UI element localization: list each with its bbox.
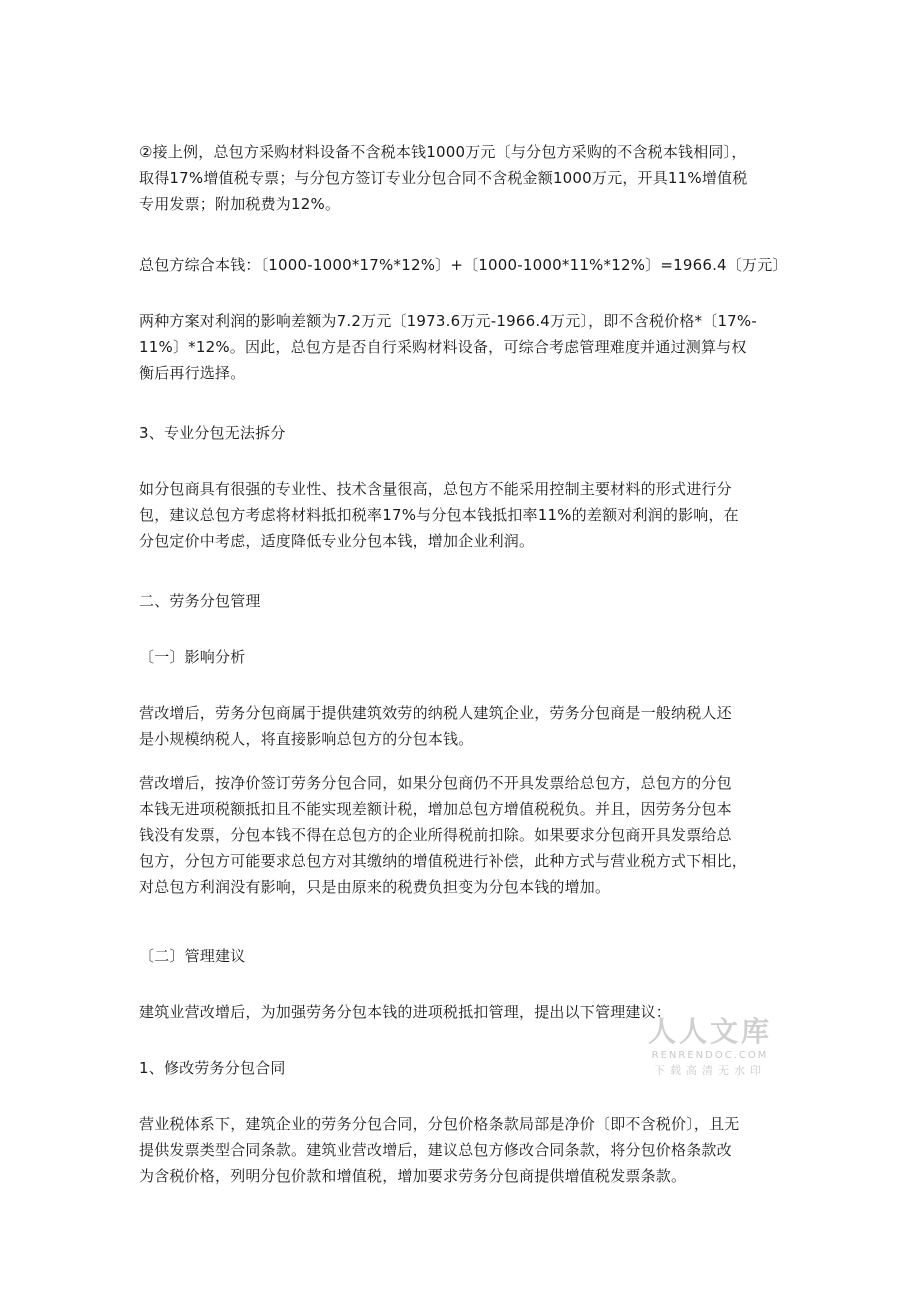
watermark-site: RENRENDOC.COM [651,1050,769,1061]
text-line: 提供发票类型合同条款。建筑业营改增后，建议总包方修改合同条款，将分包价格条款改 [139,1141,732,1159]
heading-3 [139,420,789,446]
text-line: 二、劳务分包管理 [139,592,261,610]
text-line: ②接上例，总包方采购材料设备不含税本钱1000万元〔与分包方采购的不含税本钱相同〕， [139,143,747,161]
text-line: 〔二〕管理建议 [139,947,246,965]
paragraph-example-2 [139,139,789,217]
text-line: 营改增后，按净价签订劳务分包合同，如果分包商仍不开具发票给总包方，总包方的分包 [139,774,732,792]
text-line: 11%〕*12%。因此，总包方是否自行采购材料设备，可综合考虑管理难度并通过测算与权 [139,338,747,356]
paragraph-taxpayer-type [139,700,789,752]
subheading-management-advice [139,943,789,969]
paragraph-specialized-subcontract [139,476,789,554]
text-line: 取得17%增值税专票；与分包方签订专业分包合同不含税金额1000万元，开具11%增值税 [139,169,748,187]
subheading-impact-analysis [139,644,789,670]
watermark-logo [640,1015,780,1079]
text-line: 专用发票；附加税费为12%。 [139,195,341,213]
text-line: 如分包商具有很强的专业性、技术含量很高，总包方不能采用控制主要材料的形式进行分 [139,480,732,498]
text-line: 包方，分包方可能要求总包方对其缴纳的增值税进行补偿，此种方式与营业税方式下相比， [139,852,748,870]
text-line: 本钱无进项税额抵扣且不能实现差额计税，增加总包方增值税税负。并且，因劳务分包本 [139,800,732,818]
text-line: 两种方案对利润的影响差额为7.2万元〔1973.6万元-1966.4万元〕，即不含税价格*〔17%- [139,312,757,330]
text-line: 是小规模纳税人，将直接影响总包方的分包本钱。 [139,730,474,748]
text-line: 3、专业分包无法拆分 [139,424,286,442]
text-line: 包，建议总包方考虑将材料抵扣税率17%与分包本钱抵扣率11%的差额对利润的影响，在 [139,506,739,524]
paragraph-profit-difference [139,308,789,386]
text-line: 营改增后，劳务分包商属于提供建筑效劳的纳税人建筑企业，劳务分包商是一般纳税人还 [139,704,732,722]
paragraph-net-price-contract [139,770,789,900]
text-line: 分包定价中考虑，适度降低专业分包本钱，增加企业利润。 [139,532,535,550]
text-line: 衡后再行选择。 [139,364,246,382]
section-heading-labor [139,588,789,614]
text-line: 为含税价格，列明分包价款和增值税，增加要求劳务分包商提供增值税发票条款。 [139,1167,687,1185]
text-line: 1、修改劳务分包合同 [139,1059,286,1077]
watermark-brand: 人人文库 [647,1015,772,1048]
text-line: 营业税体系下，建筑企业的劳务分包合同，分包价格条款局部是净价〔即不含税价〕，且无 [139,1115,740,1133]
paragraph-formula [139,252,789,278]
paragraph-contract-terms [139,1111,789,1189]
text-line: 钱没有发票，分包本钱不得在总包方的企业所得税前扣除。如果要求分包商开具发票给总 [139,826,732,844]
text-line: 总包方综合本钱：〔1000-1000*17%*12%〕+〔1000-1000*11%*12%〕=1966.4〔万元〕 [139,256,788,274]
text-line: 对总包方利润没有影响，只是由原来的税费负担变为分包本钱的增加。 [139,878,611,896]
watermark-tagline: 下载高清无水印 [654,1064,766,1077]
text-line: 建筑业营改增后，为加强劳务分包本钱的进项税抵扣管理，提出以下管理建议： [139,1003,672,1021]
text-line: 〔一〕影响分析 [139,648,246,666]
